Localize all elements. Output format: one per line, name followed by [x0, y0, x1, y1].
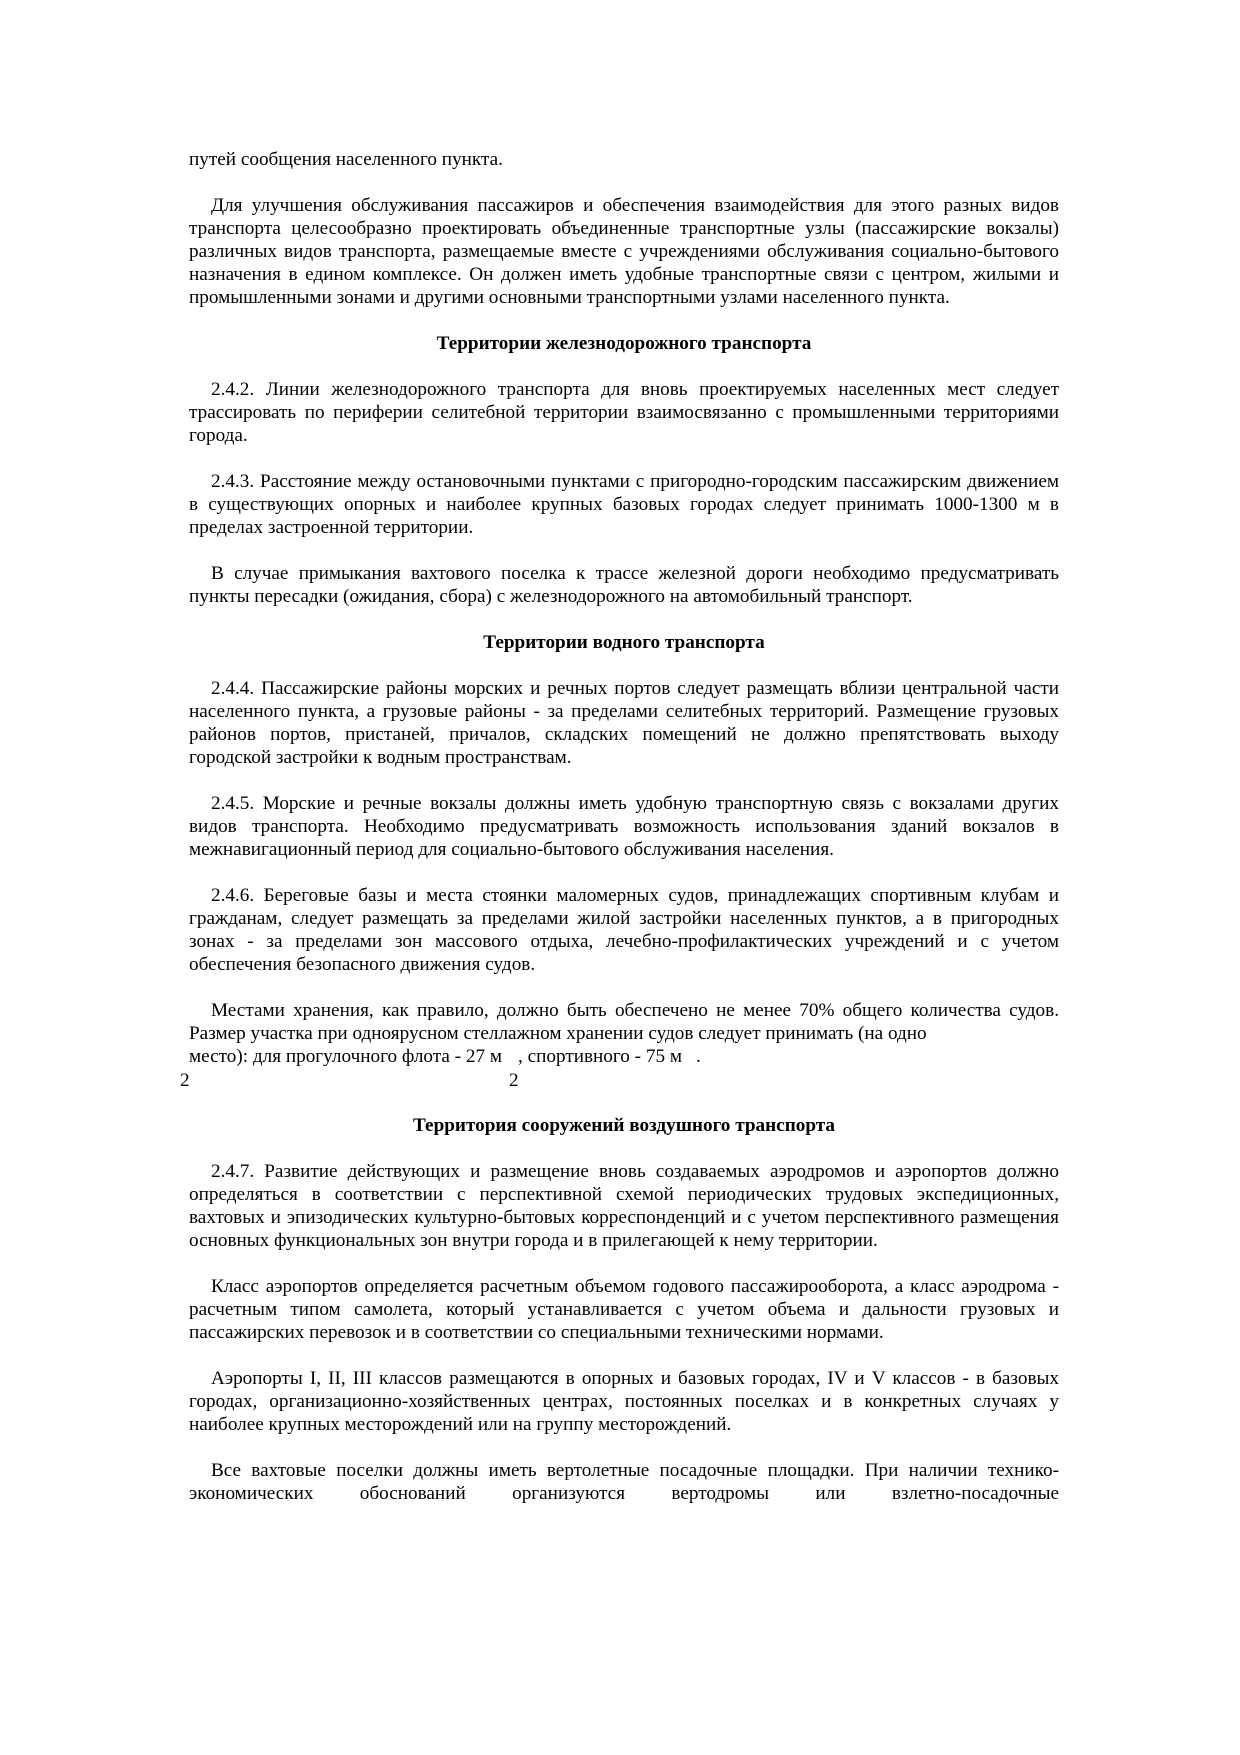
paragraph-2-4-6: 2.4.6. Береговые базы и места стоянки маломерных судов, принадлежащих спортивным клубам и гражданам, следует размещать за пределами жилой застройки населенных пунктов, а в пригородных зонах - за пределами зон массового отдыха, лечебно-профилактических учреждений и с учетом обеспечения безопасного движения судов.: [189, 885, 1059, 975]
paragraph-transport-hubs: Для улучшения обслуживания пассажиров и обеспечения взаимодействия для этого разных видов транспорта целесообразно проектировать объединенные транспортные узлы (пассажирские вокзалы) различных видов транспорта, размещаемые вместе с учреждениями обслуживания социально-бытового назначения в едином комплексе. Он должен иметь удобные транспортные связи с центром, жилыми и промышленными зонами и другими основными транспортными узлами населенного пункта.: [189, 195, 1059, 308]
paragraph-2-4-7: 2.4.7. Развитие действующих и размещение вновь создаваемых аэродромов и аэропортов должно определяться в соответствии с перспективной схемой периодических трудовых экспедиционных, вахтовых и эпизодических культурно-бытовых корреспонденций и с учетом перспективного размещения основных функциональных зон внутри города и в прилегающей к нему территории.: [189, 1161, 1059, 1251]
document-page: [180, 148, 1059, 1528]
area-walking-fleet: место): для прогулочного флота - 27 м 2: [180, 1046, 503, 1091]
paragraph-boat-storage: [180, 999, 1059, 1091]
boat-storage-text: Местами хранения, как правило, должно быть обеспечено не менее 70% общего количества судов. Размер участка при одноярусном стеллажном хранении судов следует принимать (на одно: [189, 1000, 1059, 1044]
paragraph-shift-settlement: В случае примыкания вахтового поселка к трассе железной дороги необходимо предусматривать пункты пересадки (ожидания, сбора) с железнодорожного на автомобильный транспорт.: [189, 563, 1059, 607]
heading-water: Территории водного транспорта: [483, 632, 765, 653]
paragraph-2-4-4: 2.4.4. Пассажирские районы морских и речных портов следует размещать вблизи центральной части населенного пункта, а грузовые районы - за пределами селитебных территорий. Размещение грузовых районов портов, пристаней, причалов, складских помещений не должно препятствовать выходу городской застройки к водным пространствам.: [189, 678, 1059, 768]
paragraph-2-4-2: 2.4.2. Линии железнодорожного транспорта для вновь проектируемых населенных мест следует трассировать по периферии селитебной территории взаимосвязанно с промышленными территориями города.: [189, 379, 1059, 446]
paragraph-2-4-5: 2.4.5. Морские и речные вокзалы должны иметь удобную транспортную связь с вокзалами других видов транспорта. Необходимо предусматривать возможность использования зданий вокзалов в межнавигационный период для социально-бытового обслуживания населения.: [189, 793, 1059, 860]
paragraph-2-4-3: 2.4.3. Расстояние между остановочными пунктами с пригородно-городским пассажирским движением в существующих опорных и наиболее крупных базовых городах следует принимать 1000-1300 м в пределах застроенной территории.: [189, 471, 1059, 538]
paragraph-airport-placement: Аэропорты I, II, III классов размещаются в опорных и базовых городах, IV и V классов - в базовых городах, организационно-хозяйственных центрах, постоянных поселках и в конкретных случаях у наиболее крупных месторождений или на группу месторождений.: [189, 1368, 1059, 1435]
paragraph-heliports: Все вахтовые поселки должны иметь вертолетные посадочные площадки. При наличии технико-экономических обоснований организуются вертодромы или взлетно-посадочные: [189, 1460, 1059, 1504]
boat-storage-line-last: место): для прогулочного флота - 27 м 2 , спортивного - 75 м 2 .: [180, 1046, 701, 1091]
square-exponent-1: 2: [180, 1070, 190, 1091]
heading-air: Территория сооружений воздушного транспорта: [412, 1115, 836, 1136]
square-exponent-2: 2: [509, 1070, 519, 1091]
paragraph-continuation: путей сообщения населенного пункта.: [189, 149, 503, 170]
heading-railway: Территории железнодорожного транспорта: [436, 333, 812, 354]
paragraph-airport-class: Класс аэропортов определяется расчетным объемом годового пассажирооборота, а класс аэродрома - расчетным типом самолета, который устанавливается с учетом объема и дальности грузовых и пассажирских перевозок и в соответствии со специальными техническими нормами.: [189, 1276, 1059, 1343]
area-sport-fleet: , спортивного - 75 м 2: [509, 1046, 682, 1091]
